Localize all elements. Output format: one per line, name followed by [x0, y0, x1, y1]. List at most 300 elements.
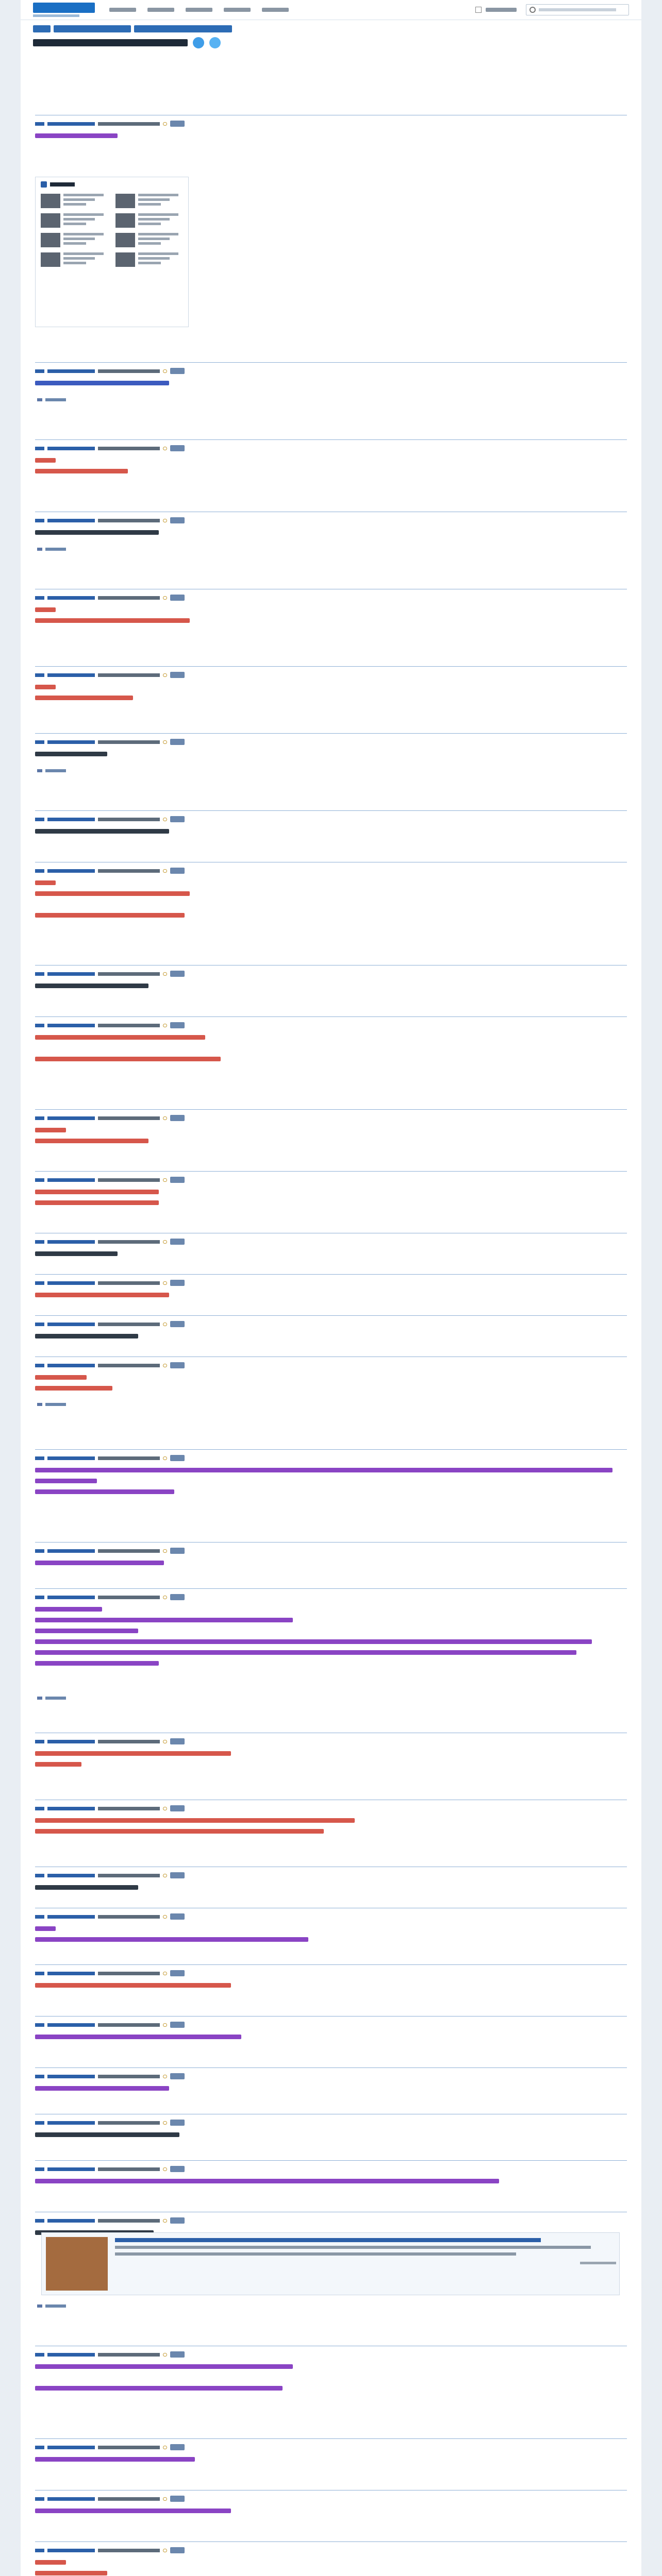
like-icon[interactable]	[163, 1323, 167, 1326]
post-meta	[35, 738, 185, 745]
post-text-line	[35, 1885, 138, 1890]
post-text-line	[35, 1293, 169, 1297]
recommend-icon	[41, 181, 47, 188]
post-date	[98, 2023, 160, 2027]
post-body	[35, 1293, 627, 1303]
post-number[interactable]	[35, 2446, 44, 2449]
post-meta	[35, 2073, 185, 2080]
post-meta	[35, 2165, 185, 2173]
poster-name	[47, 2075, 95, 2078]
poster-name	[47, 369, 95, 373]
poster-name	[47, 1364, 95, 1367]
reply-references[interactable]	[37, 2304, 66, 2308]
post-text-line	[35, 1983, 231, 1988]
post-body	[35, 530, 627, 541]
post-text-line	[35, 618, 190, 623]
post-date	[98, 2497, 160, 2501]
like-icon[interactable]	[163, 1240, 167, 1244]
post-date	[98, 1024, 160, 1027]
post-date	[98, 369, 160, 373]
like-icon[interactable]	[163, 740, 167, 744]
post-date	[98, 1240, 160, 1244]
poster-name	[47, 2446, 95, 2449]
reply-button[interactable]	[170, 2166, 185, 2172]
link-card-source	[580, 2262, 616, 2264]
post-divider	[35, 1588, 627, 1589]
post-text-line	[35, 1661, 159, 1666]
post-number[interactable]	[35, 369, 44, 373]
recommend-item[interactable]	[41, 233, 108, 247]
poster-name	[47, 2219, 95, 2223]
like-icon[interactable]	[163, 818, 167, 821]
reply-button[interactable]	[170, 595, 185, 601]
post-meta	[35, 1362, 185, 1369]
post-number[interactable]	[35, 818, 44, 821]
header-nav	[109, 8, 289, 12]
post-date	[98, 673, 160, 677]
post-divider	[35, 2160, 627, 2161]
reply-button[interactable]	[170, 1970, 185, 1976]
post-text-line	[35, 2132, 179, 2137]
post-number[interactable]	[35, 2219, 44, 2223]
like-icon[interactable]	[163, 2497, 167, 2501]
like-icon[interactable]	[163, 1915, 167, 1919]
poster-name	[47, 1240, 95, 1244]
like-icon[interactable]	[163, 1596, 167, 1599]
post-date	[98, 1178, 160, 1182]
recommend-thumbnail	[115, 233, 135, 247]
post-divider	[35, 439, 627, 440]
post-body	[35, 2560, 627, 2576]
poster-name	[47, 818, 95, 821]
post-divider	[35, 1274, 627, 1275]
poster-name	[47, 1456, 95, 1460]
poster-name	[47, 1740, 95, 1743]
poster-name	[47, 2121, 95, 2125]
reply-button[interactable]	[170, 1455, 185, 1461]
post-body	[35, 1035, 627, 1067]
reply-button[interactable]	[170, 2351, 185, 2358]
like-icon[interactable]	[163, 1807, 167, 1810]
reply-button[interactable]	[170, 517, 185, 523]
reply-button[interactable]	[170, 2120, 185, 2126]
post-meta	[35, 1320, 185, 1328]
reply-button[interactable]	[170, 2444, 185, 2450]
post-meta	[35, 1872, 185, 1879]
poster-name	[47, 869, 95, 873]
post-text-line	[35, 752, 107, 756]
post-number[interactable]	[35, 2353, 44, 2357]
reply-button[interactable]	[170, 971, 185, 977]
reply-button[interactable]	[170, 1362, 185, 1368]
post-date	[98, 1549, 160, 1553]
post-date	[98, 2549, 160, 2552]
thread-title	[33, 39, 188, 46]
post-body	[35, 1607, 627, 1672]
reply-button[interactable]	[170, 1805, 185, 1811]
reply-button[interactable]	[170, 868, 185, 874]
post-meta	[35, 1547, 185, 1554]
post-number[interactable]	[35, 1915, 44, 1919]
post-text-line	[35, 1046, 40, 1050]
post-date	[98, 2353, 160, 2357]
like-icon[interactable]	[163, 2023, 167, 2027]
post-body	[35, 1375, 627, 1397]
post-meta	[35, 2547, 185, 2554]
like-icon[interactable]	[163, 1549, 167, 1553]
like-icon[interactable]	[163, 972, 167, 976]
poster-name	[47, 1281, 95, 1285]
post-body	[35, 1251, 627, 1262]
post-number[interactable]	[35, 2167, 44, 2171]
reply-button[interactable]	[170, 672, 185, 678]
recommend-thumbnail	[41, 252, 60, 267]
poster-name	[47, 740, 95, 744]
reply-button[interactable]	[170, 368, 185, 374]
post-text-line	[35, 829, 169, 834]
like-icon[interactable]	[163, 1740, 167, 1743]
post-meta	[35, 2444, 185, 2451]
post-divider	[35, 733, 627, 734]
post-text-line	[35, 685, 56, 689]
like-icon[interactable]	[163, 1972, 167, 1975]
post-number[interactable]	[35, 1740, 44, 1743]
post-text-line	[35, 1650, 576, 1655]
post-number[interactable]	[35, 596, 44, 600]
poster-name	[47, 122, 95, 126]
post-body	[35, 1818, 627, 1840]
post-meta	[35, 1022, 185, 1029]
post-date	[98, 1740, 160, 1743]
post-divider	[35, 1449, 627, 1450]
post-date	[98, 1323, 160, 1326]
post-body	[35, 984, 627, 994]
reply-button[interactable]	[170, 1913, 185, 1920]
post-number[interactable]	[35, 2075, 44, 2078]
nav-item[interactable]	[186, 8, 212, 12]
post-body	[35, 1983, 627, 1994]
post-divider	[35, 1315, 627, 1316]
post-date	[98, 1596, 160, 1599]
breadcrumb-item[interactable]	[134, 25, 232, 32]
search-input[interactable]	[526, 4, 629, 15]
post-date	[98, 1807, 160, 1810]
reply-button[interactable]	[170, 1321, 185, 1327]
post-text-line	[35, 1128, 66, 1132]
post-number[interactable]	[35, 447, 44, 450]
post-meta	[35, 1594, 185, 1601]
recommend-item[interactable]	[115, 213, 183, 228]
nav-item[interactable]	[147, 8, 174, 12]
post-date	[98, 447, 160, 450]
post-body	[35, 1468, 627, 1500]
breadcrumb-item[interactable]	[33, 25, 51, 32]
reply-arrow-icon	[37, 1403, 42, 1406]
post-number[interactable]	[35, 1024, 44, 1027]
like-icon[interactable]	[163, 1024, 167, 1027]
post-number[interactable]	[35, 740, 44, 744]
like-icon[interactable]	[163, 1116, 167, 1120]
like-icon[interactable]	[163, 2121, 167, 2125]
post-text-line	[35, 2035, 241, 2039]
nav-item[interactable]	[224, 8, 251, 12]
reply-button[interactable]	[170, 1594, 185, 1600]
like-icon[interactable]	[163, 1364, 167, 1367]
link-card-image	[46, 2237, 108, 2291]
post-meta	[35, 867, 185, 874]
reply-references[interactable]	[37, 1697, 66, 1700]
post-text-line	[35, 629, 40, 634]
post-meta	[35, 1738, 185, 1745]
reply-button[interactable]	[170, 1177, 185, 1183]
dark-mode-label	[486, 8, 517, 12]
reply-button[interactable]	[170, 2022, 185, 2028]
post-text-line	[35, 696, 133, 700]
post-body	[35, 1190, 627, 1211]
recommend-box	[35, 177, 189, 327]
post-date	[98, 122, 160, 126]
post-number[interactable]	[35, 1549, 44, 1553]
like-icon[interactable]	[163, 869, 167, 873]
twitter-icon[interactable]	[209, 37, 221, 48]
post-meta	[35, 1114, 185, 1122]
reply-button[interactable]	[170, 2547, 185, 2553]
post-number[interactable]	[35, 869, 44, 873]
post-date	[98, 1915, 160, 1919]
post-number[interactable]	[35, 1323, 44, 1326]
post-number[interactable]	[35, 1364, 44, 1367]
link-card[interactable]	[41, 2232, 620, 2295]
post-number[interactable]	[35, 1240, 44, 1244]
poster-name	[47, 1807, 95, 1810]
reply-button[interactable]	[170, 121, 185, 127]
like-icon[interactable]	[163, 447, 167, 450]
post-date	[98, 596, 160, 600]
poster-name	[47, 2023, 95, 2027]
post-meta	[35, 367, 185, 375]
post-meta	[35, 517, 185, 524]
like-icon[interactable]	[163, 2219, 167, 2223]
poster-name	[47, 2353, 95, 2357]
reply-button[interactable]	[170, 2496, 185, 2502]
post-text-line	[35, 1468, 613, 1472]
reply-button[interactable]	[170, 1548, 185, 1554]
reply-button[interactable]	[170, 1872, 185, 1878]
poster-name	[47, 447, 95, 450]
post-number[interactable]	[35, 1116, 44, 1120]
poster-name	[47, 1972, 95, 1975]
like-icon[interactable]	[163, 1178, 167, 1182]
post-number[interactable]	[35, 122, 44, 126]
like-icon[interactable]	[163, 519, 167, 522]
like-icon[interactable]	[163, 2353, 167, 2357]
post-number[interactable]	[35, 972, 44, 976]
post-text-line	[35, 1829, 324, 1834]
dark-mode-checkbox[interactable]	[475, 7, 482, 13]
post-divider	[35, 2067, 627, 2068]
like-icon[interactable]	[163, 1281, 167, 1285]
post-meta	[35, 970, 185, 977]
reply-button[interactable]	[170, 1115, 185, 1121]
recommend-thumbnail	[115, 213, 135, 228]
post-body	[35, 1334, 627, 1345]
post-number[interactable]	[35, 2023, 44, 2027]
post-body	[35, 1926, 627, 1948]
post-number[interactable]	[35, 2549, 44, 2552]
post-date	[98, 972, 160, 976]
post-body	[35, 2086, 627, 2097]
post-number[interactable]	[35, 519, 44, 522]
post-text-line	[35, 1762, 81, 1767]
post-date	[98, 2446, 160, 2449]
post-number[interactable]	[35, 1281, 44, 1285]
reply-button[interactable]	[170, 1738, 185, 1744]
post-text-line	[35, 2179, 499, 2183]
post-body	[35, 2457, 627, 2468]
reply-references[interactable]	[37, 548, 66, 551]
recommend-thumbnail	[41, 194, 60, 208]
thread-page	[21, 0, 641, 2576]
post-body	[35, 1751, 627, 1773]
nav-item[interactable]	[262, 8, 289, 12]
nav-item[interactable]	[109, 8, 136, 12]
post-date	[98, 869, 160, 873]
poster-name	[47, 1549, 95, 1553]
reply-references[interactable]	[37, 1403, 66, 1406]
post-divider	[35, 1109, 627, 1110]
like-icon[interactable]	[163, 369, 167, 373]
post-date	[98, 1972, 160, 1975]
poster-name	[47, 1596, 95, 1599]
post-meta	[35, 1454, 185, 1462]
post-text-line	[35, 469, 128, 473]
like-icon[interactable]	[163, 2549, 167, 2552]
recommend-item[interactable]	[41, 194, 108, 208]
like-icon[interactable]	[163, 673, 167, 677]
post-number[interactable]	[35, 1596, 44, 1599]
poster-name	[47, 1874, 95, 1877]
poster-name	[47, 1116, 95, 1120]
breadcrumb-item[interactable]	[54, 25, 131, 32]
post-meta	[35, 816, 185, 823]
post-number[interactable]	[35, 1807, 44, 1810]
post-text-line	[35, 891, 190, 896]
reply-button[interactable]	[170, 1280, 185, 1286]
reply-button[interactable]	[170, 739, 185, 745]
post-divider	[35, 1964, 627, 1965]
post-text-line	[35, 1251, 118, 1256]
post-body	[35, 1561, 627, 1571]
post-date	[98, 818, 160, 821]
post-body	[35, 458, 627, 480]
recommend-item[interactable]	[115, 233, 183, 247]
recommend-thumbnail	[41, 233, 60, 247]
like-icon[interactable]	[163, 122, 167, 126]
like-icon[interactable]	[163, 2446, 167, 2449]
post-meta	[35, 2495, 185, 2502]
post-number[interactable]	[35, 1972, 44, 1975]
post-text-line	[35, 133, 118, 138]
reply-arrow-icon	[37, 769, 42, 772]
post-text-line	[35, 1190, 159, 1194]
recommend-thumbnail	[41, 213, 60, 228]
reply-references[interactable]	[37, 398, 66, 401]
site-header	[21, 0, 641, 20]
reply-references[interactable]	[37, 769, 66, 772]
like-icon[interactable]	[163, 1456, 167, 1460]
post-number[interactable]	[35, 1456, 44, 1460]
post-number[interactable]	[35, 2497, 44, 2501]
post-meta	[35, 2217, 185, 2224]
post-body	[35, 133, 627, 144]
post-text-line	[35, 880, 56, 885]
post-text-line	[35, 1751, 231, 1756]
post-meta	[35, 671, 185, 679]
post-text-line	[35, 1618, 293, 1622]
reply-button[interactable]	[170, 816, 185, 822]
post-text-line	[35, 1386, 112, 1391]
recommend-item[interactable]	[115, 252, 183, 267]
like-icon[interactable]	[163, 2075, 167, 2078]
reply-button[interactable]	[170, 445, 185, 451]
post-meta	[35, 2119, 185, 2126]
post-body	[35, 1128, 627, 1149]
post-divider	[35, 2438, 627, 2439]
post-text-line	[35, 1629, 138, 1633]
post-number[interactable]	[35, 673, 44, 677]
post-text-line	[35, 913, 185, 918]
post-divider	[35, 2541, 627, 2542]
reply-button[interactable]	[170, 1239, 185, 1245]
post-text-line	[35, 1489, 174, 1494]
recommend-item[interactable]	[41, 252, 108, 267]
reply-arrow-icon	[37, 1697, 42, 1700]
post-number[interactable]	[35, 1874, 44, 1877]
breadcrumb	[21, 20, 641, 32]
post-date	[98, 2167, 160, 2171]
post-text-line	[35, 2364, 293, 2369]
reply-button[interactable]	[170, 1022, 185, 1028]
post-meta	[35, 1238, 185, 1245]
reply-button[interactable]	[170, 2073, 185, 2079]
post-number[interactable]	[35, 2121, 44, 2125]
post-date	[98, 1364, 160, 1367]
post-text-line	[35, 1639, 592, 1644]
post-number[interactable]	[35, 1178, 44, 1182]
like-icon[interactable]	[163, 2167, 167, 2171]
share-icon[interactable]	[193, 37, 204, 48]
recommend-item[interactable]	[115, 194, 183, 208]
post-meta	[35, 1279, 185, 1286]
post-meta	[35, 1913, 185, 1920]
reply-button[interactable]	[170, 2217, 185, 2224]
post-text-line	[35, 1375, 87, 1380]
like-icon[interactable]	[163, 1874, 167, 1877]
post-text-line	[35, 902, 40, 907]
post-meta	[35, 120, 185, 127]
post-text-line	[35, 1561, 164, 1565]
post-text-line	[35, 1479, 97, 1483]
site-logo[interactable]	[33, 3, 95, 17]
post-text-line	[35, 458, 56, 463]
like-icon[interactable]	[163, 596, 167, 600]
post-divider	[35, 362, 627, 363]
recommend-item[interactable]	[41, 213, 108, 228]
poster-name	[47, 519, 95, 522]
post-date	[98, 519, 160, 522]
post-divider	[35, 1542, 627, 1543]
poster-name	[47, 596, 95, 600]
